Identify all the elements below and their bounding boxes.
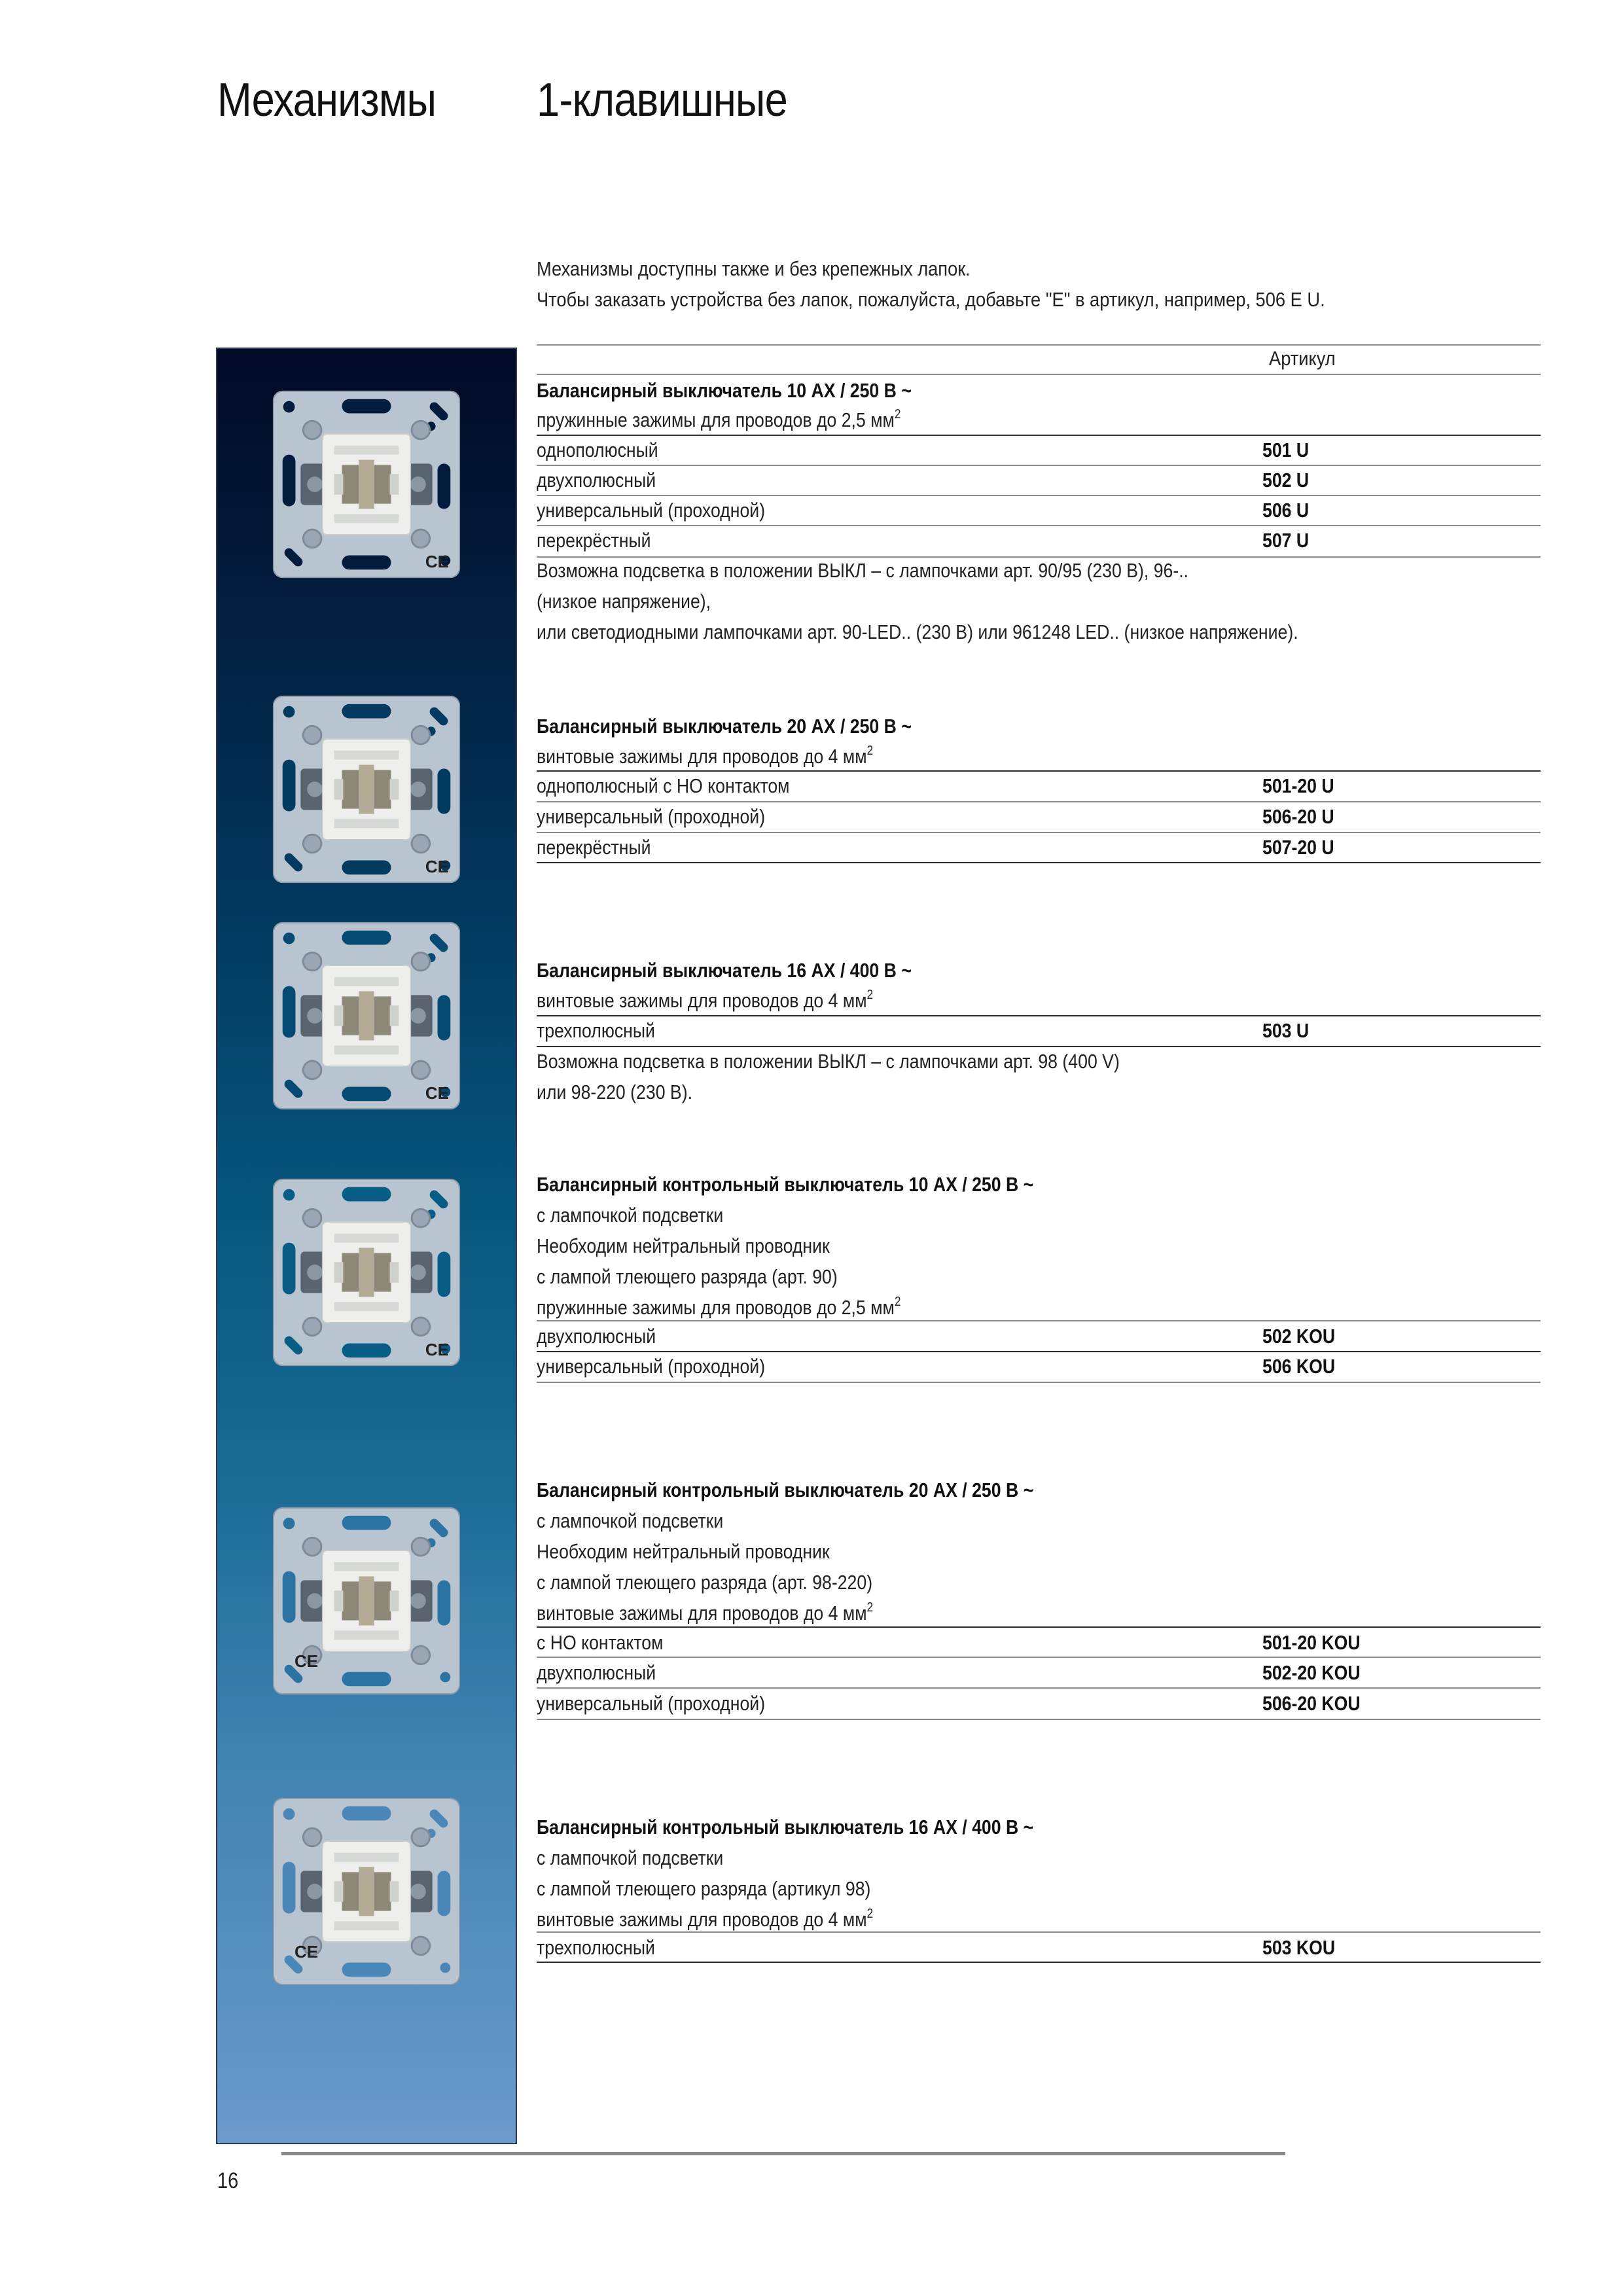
variant-label: трехполюсный	[537, 1019, 655, 1042]
section-footnote: Возможна подсветка в положении ВЫКЛ – с лампочками арт. 90/95 (230 B), 96-..	[537, 559, 1189, 582]
variant-label: универсальный (проходной)	[537, 1355, 766, 1378]
variant-label: универсальный (проходной)	[537, 1692, 766, 1715]
divider	[537, 1351, 1541, 1352]
section-title: Балансирный контрольный выключатель 20 AX / 250 B ~	[537, 1479, 1034, 1501]
article-number: 506-20 KOU	[1262, 1692, 1361, 1715]
switch-mechanism-image	[270, 692, 463, 886]
article-number: 507 U	[1262, 529, 1310, 552]
section-note: с лампой тлеющего разряда (арт. 98-220)	[537, 1571, 873, 1594]
section-note: с лампочкой подсветки	[537, 1204, 724, 1227]
footer-rule	[281, 2152, 1285, 2155]
section-note: винтовые зажимы для проводов до 4 $мм^2$	[537, 743, 874, 768]
switch-mechanism-image	[270, 387, 463, 581]
divider	[537, 465, 1541, 466]
divider	[537, 1657, 1541, 1658]
section-note: с лампочкой подсветки	[537, 1509, 724, 1532]
divider	[537, 1931, 1541, 1933]
divider	[537, 374, 1541, 375]
section-note: винтовые зажимы для проводов до 4 $мм^2$	[537, 1906, 874, 1931]
variant-label: двухполюсный	[537, 469, 656, 492]
article-number: 501-20 KOU	[1262, 1631, 1361, 1654]
divider	[537, 1687, 1541, 1689]
article-number: 503 KOU	[1262, 1936, 1336, 1959]
section-title: Балансирный выключатель 16 AX / 400 B ~	[537, 959, 912, 982]
divider	[537, 1626, 1541, 1628]
variant-label: перекрёстный	[537, 529, 651, 552]
section-title: Балансирный контрольный выключатель 10 AX / 250 B ~	[537, 1173, 1034, 1196]
ce-mark: CE	[294, 1651, 319, 1671]
ce-mark: CE	[425, 552, 449, 571]
section-title: Балансирный выключатель 20 AX / 250 B ~	[537, 715, 912, 738]
variant-label: трехполюсный	[537, 1936, 655, 1959]
divider	[537, 862, 1541, 863]
section-footnote: или 98-220 (230 B).	[537, 1081, 693, 1103]
article-number: 503 U	[1262, 1019, 1310, 1042]
section-footnote: Возможна подсветка в положении ВЫКЛ – с лампочками арт. 98 (400 V)	[537, 1050, 1120, 1073]
switch-mechanism-image	[270, 919, 463, 1113]
section-note: с лампочкой подсветки	[537, 1846, 724, 1869]
variant-label: однополюсный	[537, 439, 658, 461]
ce-mark: CE	[294, 1942, 319, 1962]
variant-label: двухполюсный	[537, 1325, 656, 1348]
article-number: 506-20 U	[1262, 805, 1334, 828]
variant-label: однополюсный с НО контактом	[537, 774, 790, 797]
divider	[537, 801, 1541, 802]
section-note: Необходим нейтральный проводник	[537, 1540, 830, 1563]
divider	[537, 1320, 1541, 1321]
divider	[537, 1719, 1541, 1720]
page-number: 16	[217, 2168, 239, 2193]
section-title: Балансирный выключатель 10 AX / 250 B ~	[537, 379, 912, 402]
divider	[537, 1382, 1541, 1383]
section-title: Балансирный контрольный выключатель 16 AX / 400 B ~	[537, 1816, 1034, 1839]
divider	[537, 770, 1541, 772]
table-top-rule	[537, 344, 1541, 346]
ce-mark: CE	[425, 1340, 449, 1359]
divider	[537, 435, 1541, 436]
intro-line-2: Чтобы заказать устройства без лапок, пожалуйста, добавьте "E" в артикул, например, 506 E U.	[537, 288, 1325, 311]
article-column-header: Артикул	[1269, 347, 1336, 370]
section-note: с лампой тлеющего разряда (арт. 90)	[537, 1265, 838, 1288]
ce-mark: CE	[425, 857, 449, 876]
divider	[537, 1046, 1541, 1047]
switch-mechanism-image	[270, 1504, 463, 1698]
variant-label: перекрёстный	[537, 836, 651, 859]
section-note: с лампой тлеющего разряда (артикул 98)	[537, 1877, 871, 1900]
article-number: 502-20 KOU	[1262, 1661, 1361, 1684]
variant-label: с НО контактом	[537, 1631, 664, 1654]
article-number: 506 KOU	[1262, 1355, 1336, 1378]
section-note: винтовые зажимы для проводов до 4 $мм^2$	[537, 1600, 874, 1624]
article-number: 502 U	[1262, 469, 1310, 492]
intro-line-1: Механизмы доступны также и без крепежных лапок.	[537, 257, 971, 280]
section-footnote: (низкое напряжение),	[537, 590, 711, 613]
divider	[537, 525, 1541, 526]
switch-mechanism-image	[270, 1175, 463, 1369]
section-note: Необходим нейтральный проводник	[537, 1234, 830, 1257]
article-number: 507-20 U	[1262, 836, 1334, 859]
section-note: пружинные зажимы для проводов до 2,5 $мм^2$	[537, 1294, 901, 1319]
article-number: 501-20 U	[1262, 774, 1334, 797]
divider	[537, 495, 1541, 496]
section-footnote: или светодиодными лампочками арт. 90-LED.. (230 B) или 961248 LED.. (низкое напряжение).	[537, 620, 1298, 643]
article-number: 502 KOU	[1262, 1325, 1336, 1348]
switch-mechanism-image	[270, 1795, 463, 1988]
page-subcategory-title: 1-клавишные	[537, 74, 787, 126]
page-category-title: Механизмы	[217, 74, 437, 126]
divider	[537, 1015, 1541, 1016]
variant-label: двухполюсный	[537, 1661, 656, 1684]
ce-mark: CE	[425, 1083, 449, 1103]
article-number: 506 U	[1262, 499, 1310, 522]
variant-label: универсальный (проходной)	[537, 805, 766, 828]
article-number: 501 U	[1262, 439, 1310, 461]
variant-label: универсальный (проходной)	[537, 499, 766, 522]
section-note: пружинные зажимы для проводов до 2,5 $мм^2$	[537, 406, 901, 431]
divider	[537, 832, 1541, 833]
divider	[537, 1962, 1541, 1963]
section-note: винтовые зажимы для проводов до 4 $мм^2$	[537, 987, 874, 1012]
